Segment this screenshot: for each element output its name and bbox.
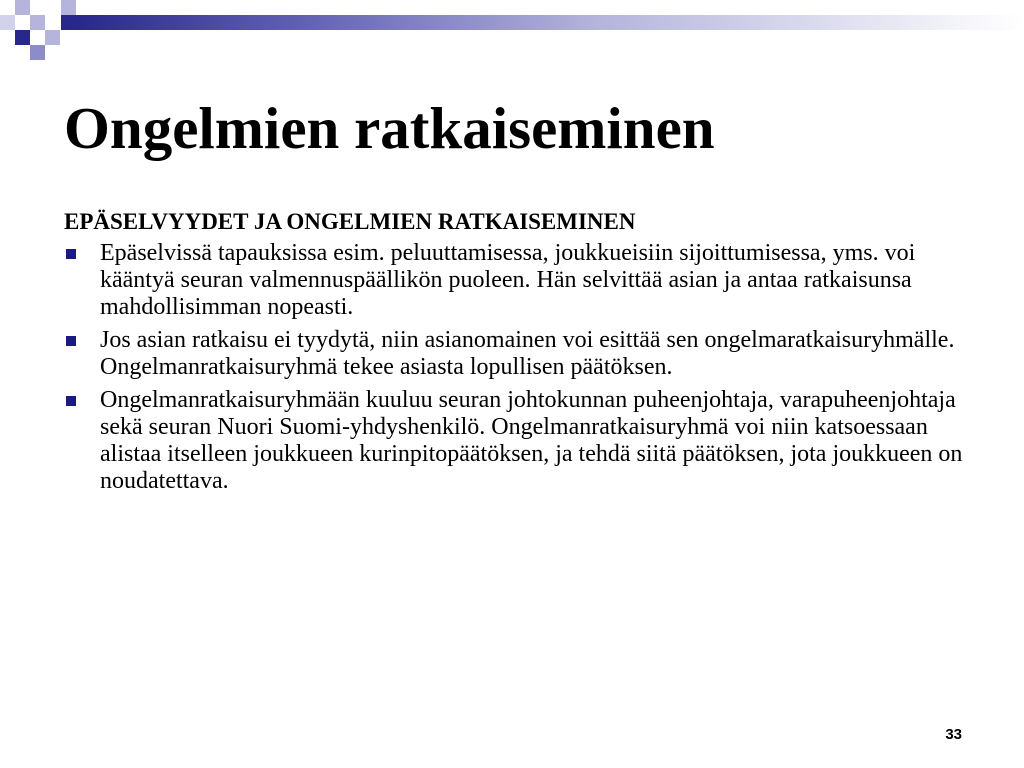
decor-square bbox=[45, 30, 60, 45]
bullet-item bbox=[64, 240, 964, 321]
bullet-item bbox=[64, 327, 964, 381]
bullet-item bbox=[64, 387, 964, 495]
header-gradient-bar bbox=[76, 15, 1024, 30]
bullet-text: Ongelmanratkaisuryhmään kuuluu seuran johtokunnan puheenjohtaja, varapuheenjohtaja sekä seuran Nuori Suomi-yhdyshenkilö. Ongelmanratkaisuryhmä voi niin katsoessaan alistaa itselleen joukkueen kurinpitopäätöksen, ja tehdä siitä päätöksen, jota joukkueen on noudatettava. bbox=[100, 387, 963, 494]
decor-square bbox=[15, 30, 30, 45]
bullet-text: Epäselvissä tapauksissa esim. peluuttamisessa, joukkueisiin sijoittumisessa, yms. voi kääntyä seuran valmennuspäällikön puoleen. Hän selvittää asian ja antaa ratkaisunsa mahdollisimman nopeasti. bbox=[100, 240, 916, 320]
corner-decoration bbox=[0, 0, 1024, 70]
decor-square bbox=[0, 15, 15, 30]
square-bullet-icon bbox=[66, 396, 76, 406]
decor-square bbox=[61, 15, 76, 30]
section-subtitle: EPÄSELVYYDET JA ONGELMIEN RATKAISEMINEN bbox=[64, 209, 636, 234]
decor-square bbox=[15, 0, 30, 15]
decor-square bbox=[61, 0, 76, 15]
decor-square bbox=[30, 15, 45, 30]
slide-content bbox=[64, 208, 964, 501]
bullet-list bbox=[64, 240, 964, 495]
square-bullet-icon bbox=[66, 336, 76, 346]
decor-square bbox=[30, 45, 45, 60]
slide-title: Ongelmien ratkaiseminen bbox=[64, 95, 715, 161]
bullet-text: Jos asian ratkaisu ei tyydytä, niin asianomainen voi esittää sen ongelmaratkaisuryhmälle. Ongelmanratkaisuryhmä tekee asiasta lopullisen päätöksen. bbox=[100, 327, 955, 380]
square-bullet-icon bbox=[66, 249, 76, 259]
page-number: 33 bbox=[945, 726, 962, 743]
